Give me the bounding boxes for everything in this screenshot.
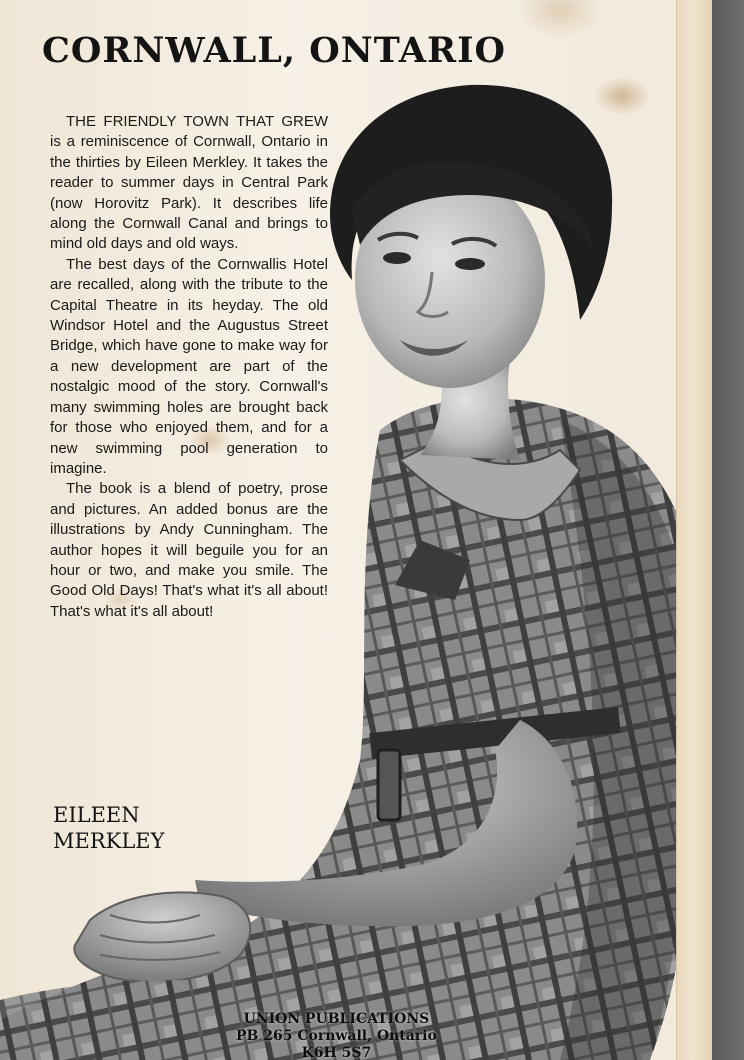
publisher-postal: K6H 5S7: [301, 1045, 372, 1060]
blurb-text: [50, 112, 328, 622]
blurb-paragraph: The best days of the Cornwallis Hotel are recalled, along with the tribute to the Capital Theatre in its heyday. The old Windsor Hotel and the Augustus Street Bridge, which have gone to make way for a new development are part of the nostalgic mood of the story. Cornwall's many swimming holes are brought back for those who enjoyed them, and for a new swimming pool generation to imagine.: [50, 255, 328, 477]
left-eye: [383, 252, 411, 264]
right-eye: [455, 258, 485, 270]
book-title: CORNWALL, ONTARIO: [42, 30, 506, 71]
belt-buckle: [378, 750, 400, 820]
author-last-name: MERKLEY: [53, 829, 165, 853]
blurb-paragraph: THE FRIENDLY TOWN THAT GREW is a reminiscence of Cornwall, Ontario in the thirties by Eileen Merkley. It takes the reader to summer days in Central Park (now Horovitz Park). It describes life along the Cornwall Canal and brings to mind old days and old ways.: [50, 113, 328, 253]
background-edge: [712, 0, 744, 1060]
blurb-paragraph: The book is a blend of poetry, prose and pictures. An added bonus are the illustrations by Andy Cunningham. The author hopes it will beguile you for an hour or two, and make you smile. The Good Old Days! That's what it's all about! That's what it's all about!: [50, 480, 328, 620]
publisher-name: UNION PUBLICATIONS: [243, 1011, 430, 1027]
author-first-name: EILEEN: [53, 803, 140, 827]
publisher-address: PB 265 Cornwall, Ontario: [236, 1028, 437, 1044]
book-spine: [676, 0, 712, 1060]
publisher-imprint: [236, 1011, 437, 1060]
author-name: [53, 802, 164, 854]
